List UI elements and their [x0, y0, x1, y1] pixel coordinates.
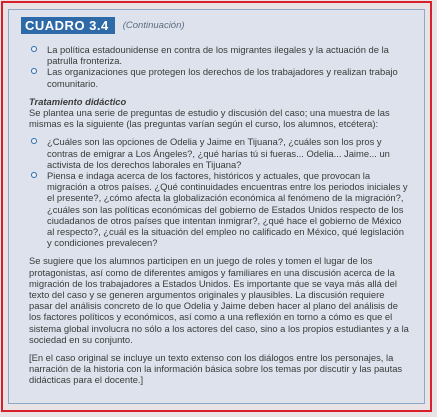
question-item [29, 136, 410, 170]
question-list [29, 136, 410, 248]
cuadro-content [29, 44, 410, 386]
bullet-item [29, 66, 410, 88]
section-title: Tratamiento didáctico [29, 95, 127, 107]
bullet-icon [31, 68, 37, 74]
question-text: ¿Cuáles son las opciones de Odelia y Jaime en Tijuana?, ¿cuáles son los pros y contras de emigrar a Los Ángeles?, ¿qué harías tú si fueras... Odelia... Jaime... un activista de los derechos laborales en Tijuana? [47, 136, 390, 170]
bullet-icon [31, 138, 37, 144]
bullet-text: Las organizaciones que protegen los derechos de los trabajadores y realizan trabajo comunitario. [47, 66, 398, 89]
bullet-text: La política estadounidense en contra de los migrantes ilegales y la actuación de la patrulla fronteriza. [47, 44, 389, 67]
bullet-item [29, 44, 410, 66]
bullet-icon [31, 46, 37, 52]
page-frame [1, 1, 432, 412]
cuadro-subtitle: (Continuación) [122, 19, 185, 31]
question-item [29, 170, 410, 248]
roleplay-paragraph: Se sugiere que los alumnos participen en un juego de roles y tomen el lugar de los protagonistas, así como de diferentes amigos y familiares en una discusión acerca de la migración de los trabajadores a Estados Unidos. Es importante que se vaya más allá del texto del caso y se generen argumentos originales y plausibles. La discusión requiere pasar del análisis concreto de lo que Odelia y Jaime deben hacer al plano del análisis de los factores políticos y económicos, así como a una reflexión en torno a cómo es que el sistema global involucra no sólo a los actores del caso, sino a los propios estudiantes y a la sociedad en su conjunto. [29, 255, 409, 345]
cuadro-header [21, 16, 185, 34]
bullet-icon [31, 172, 37, 178]
cuadro-label: CUADRO 3.4 [21, 17, 115, 34]
question-text: Piensa e indaga acerca de los factores, históricos y actuales, que provocan la migración a otros países. ¿Qué continuidades encuentras entre los periodos iniciales y el presente?, ¿cómo afecta la globalización económica al fenómeno de la migración?, ¿cuáles son las políticas económicas del gobierno de Estados Unidos respecto de los ciudadanos de otros países que intentan inmigrar?, ¿qué hace el gobierno de México al respecto?, ¿cuál es la situación del empleo no calificado en México, qué legislación y condiciones prevalecen? [47, 170, 408, 249]
cuadro-box [8, 9, 425, 404]
didactic-intro: Se plantea una serie de preguntas de estudio y discusión del caso; una muestra de las mismas es la siguiente (las preguntas varían según el curso, los alumnos, etcétera): [29, 107, 390, 130]
note-paragraph: [En el caso original se incluye un texto extenso con los diálogos entre los personajes, la narración de la historia con la información básica sobre los temas por discutir y las pautas didácticas para el docente.] [29, 352, 403, 386]
intro-bullet-list [29, 44, 410, 89]
